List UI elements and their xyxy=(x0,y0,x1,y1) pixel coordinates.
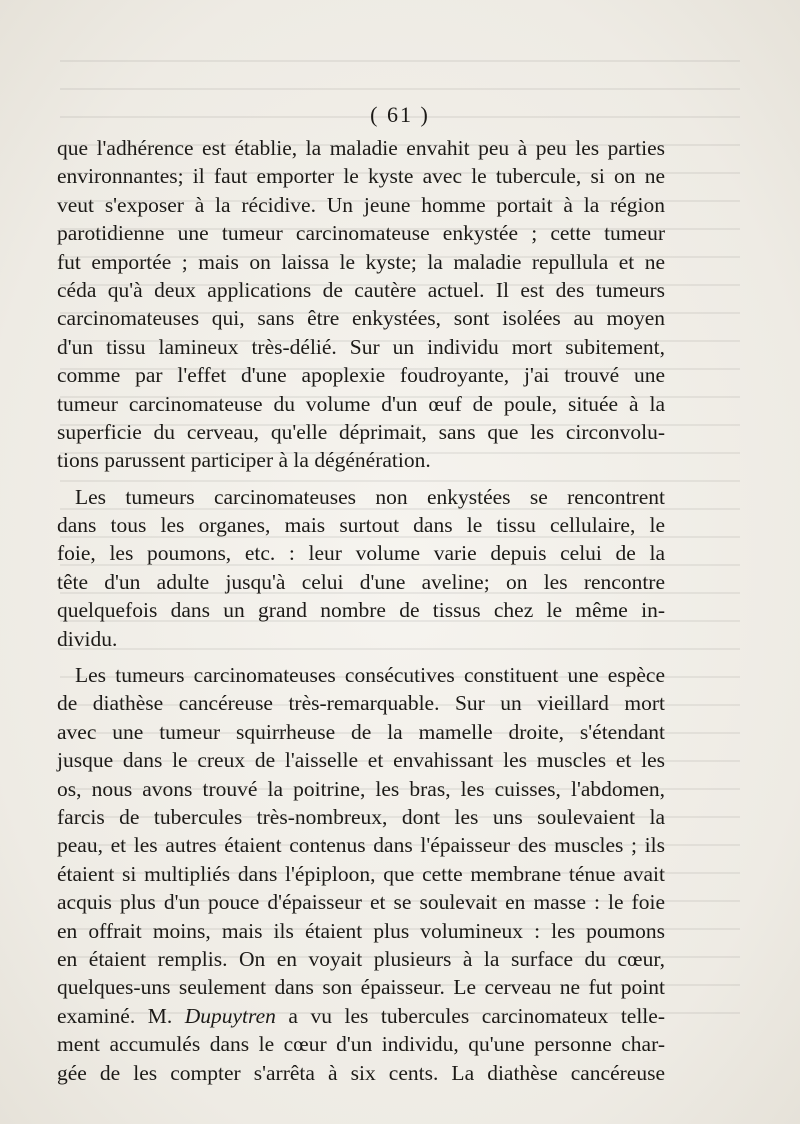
text-line: acquis plus d'un pouce d'épaisseur et se soulevait en masse : le foie xyxy=(57,890,665,915)
text-line: tions parussent participer à la dégénération. xyxy=(57,448,431,473)
text-line: comme par l'effet d'une apoplexie foudroyante, j'ai trouvé une xyxy=(57,363,665,388)
text-line: tête d'un adulte jusqu'à celui d'une aveline; on les rencontre xyxy=(57,569,665,594)
text-line: que l'adhérence est établie, la maladie envahit peu à peu les parties xyxy=(57,136,665,160)
text-line: examiné. M. Dupuytren a vu les tubercules carcinomateux telle- xyxy=(57,1003,665,1028)
text-line: en étaient remplis. On en voyait plusieurs à la surface du cœur, xyxy=(57,946,665,971)
text-line: peau, et les autres étaient contenus dans l'épaisseur des muscles ; ils xyxy=(57,833,665,858)
text-line: étaient si multipliés dans l'épiploon, que cette membrane ténue avait xyxy=(57,861,665,886)
text-line: de diathèse cancéreuse très-remarquable. Sur un vieillard mort xyxy=(57,691,665,716)
paragraph-1 xyxy=(57,134,665,475)
text-line: jusque dans le creux de l'aisselle et envahissant les muscles et les xyxy=(57,748,665,773)
text-line: céda qu'à deux applications de cautère actuel. Il est des tumeurs xyxy=(57,277,665,302)
page-number: ( 61 ) xyxy=(370,102,430,127)
text-line: veut s'exposer à la récidive. Un jeune homme portait à la région xyxy=(57,192,665,217)
text-line: parotidienne une tumeur carcinomateuse enkystée ; cette tumeur xyxy=(57,221,665,246)
text-line: quelques-uns seulement dans son épaisseur. Le cerveau ne fut point xyxy=(57,975,665,1000)
body-text xyxy=(57,134,665,1087)
text-line: superficie du cerveau, qu'elle déprimait, sans que les circonvolu- xyxy=(57,419,665,444)
text-line: foie, les poumons, etc. : leur volume varie depuis celui de la xyxy=(57,541,665,566)
text-line: environnantes; il faut emporter le kyste avec le tubercule, si on ne xyxy=(57,164,665,189)
text-line: farcis de tubercules très-nombreux, dont les uns soulevaient la xyxy=(57,804,665,829)
text-line: en offrait moins, mais ils étaient plus volumineux : les poumons xyxy=(57,918,665,943)
paragraph-3 xyxy=(57,661,665,1087)
text-line: dans tous les organes, mais surtout dans le tissu cellulaire, le xyxy=(57,513,665,538)
text-line: ment accumulés dans le cœur d'un individu, qu'une personne char- xyxy=(57,1032,665,1057)
text-line: quelquefois dans un grand nombre de tissus chez le même in- xyxy=(57,598,665,623)
text-line: carcinomateuses qui, sans être enkystées, sont isolées au moyen xyxy=(57,306,665,331)
text-line: d'un tissu lamineux très-délié. Sur un individu mort subitement, xyxy=(57,334,665,359)
text-line: tumeur carcinomateuse du volume d'un œuf de poule, située à la xyxy=(57,391,665,416)
text-line: gée de les compter s'arrêta à six cents. La diathèse cancéreuse xyxy=(57,1060,665,1085)
paragraph-2 xyxy=(57,483,665,653)
text-line: fut emportée ; mais on laissa le kyste; la maladie repullula et ne xyxy=(57,249,665,274)
text-line: os, nous avons trouvé la poitrine, les bras, les cuisses, l'abdomen, xyxy=(57,776,665,801)
text-line: dividu. xyxy=(57,626,118,651)
text-line: avec une tumeur squirrheuse de la mamelle droite, s'étendant xyxy=(57,719,665,744)
text-line: Les tumeurs carcinomateuses non enkystées se rencontrent xyxy=(75,484,665,509)
text-line: Les tumeurs carcinomateuses consécutives constituent une espèce xyxy=(75,663,665,688)
